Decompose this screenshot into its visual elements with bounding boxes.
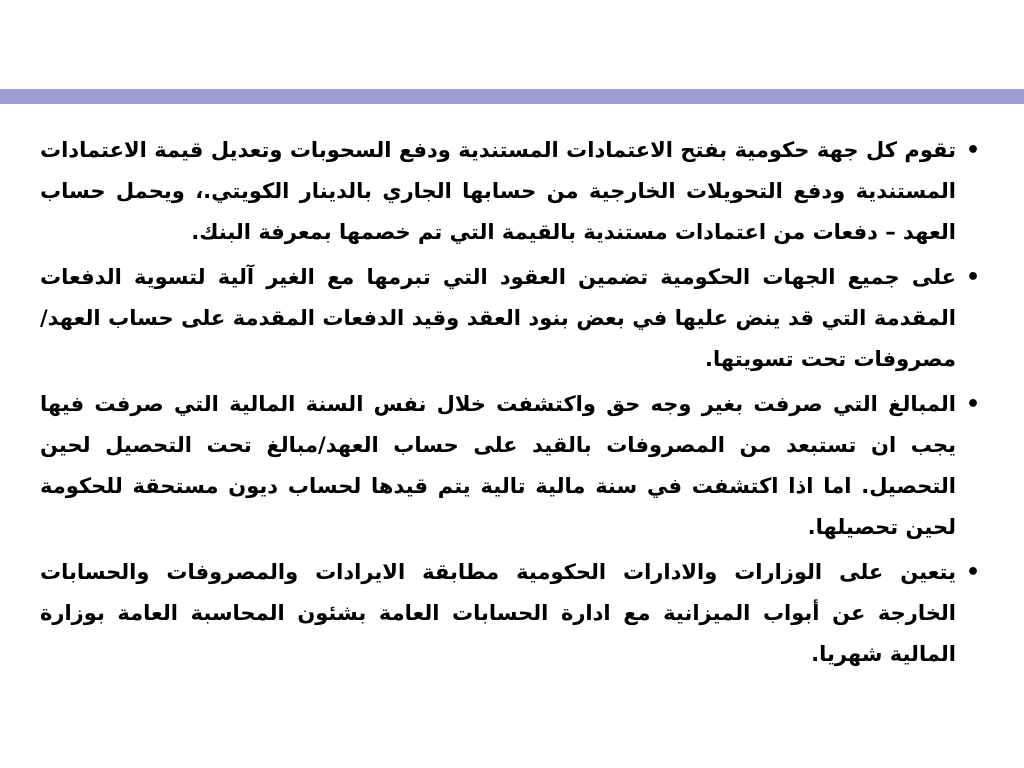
bullet-text-1: تقوم كل جهة حكومية بفتح الاعتمادات المستندية ودفع السحوبات وتعديل قيمة الاعتمادات المستندية ودفع التحويلات الخارجية من حسابها الجاري بالدينار الكويتي.، ويحمل حساب العهد – دفعات من اعتمادات مستندية بالقيمة التي تم خصمها بمعرفة البنك. — [40, 138, 956, 244]
bullet-text-2: على جميع الجهات الحكومية تضمين العقود التي تبرمها مع الغير آلية لتسوية الدفعات المقدمة التي قد ينض عليها في بعض بنود العقد وقيد الدفعات المقدمة على حساب العهد/مصروفات تحت تسويتها. — [40, 265, 956, 371]
bullet-text-4: يتعين على الوزارات والادارات الحكومية مطابقة الايرادات والمصروفات والحسابات الخارجة عن أبواب الميزانية مع ادارة الحسابات العامة بشئون المحاسبة العامة بوزارة المالية شهريا. — [40, 560, 956, 666]
bullet-dot-icon: • — [965, 392, 980, 417]
bullet-item-1 — [40, 130, 980, 253]
bullet-item-2 — [40, 257, 980, 380]
top-accent-band — [0, 89, 1024, 104]
bullet-item-4 — [40, 552, 980, 675]
bullet-dot-icon: • — [965, 560, 980, 585]
bullet-text-3: المبالغ التي صرفت بغير وجه حق واكتشفت خلال نفس السنة المالية التي صرفت فيها يجب ان تستبعد من المصروفات بالقيد على حساب العهد/مبالغ تحت التحصيل لحين التحصيل. اما اذا اكتشفت في سنة مالية تالية يتم قيدها لحساب ديون مستحقة للحكومة لحين تحصيلها. — [40, 392, 956, 539]
bullet-dot-icon: • — [965, 265, 980, 290]
bullet-dot-icon: • — [965, 138, 980, 163]
bullet-list — [40, 130, 980, 675]
bullet-item-3 — [40, 384, 980, 548]
slide-content — [40, 130, 980, 679]
